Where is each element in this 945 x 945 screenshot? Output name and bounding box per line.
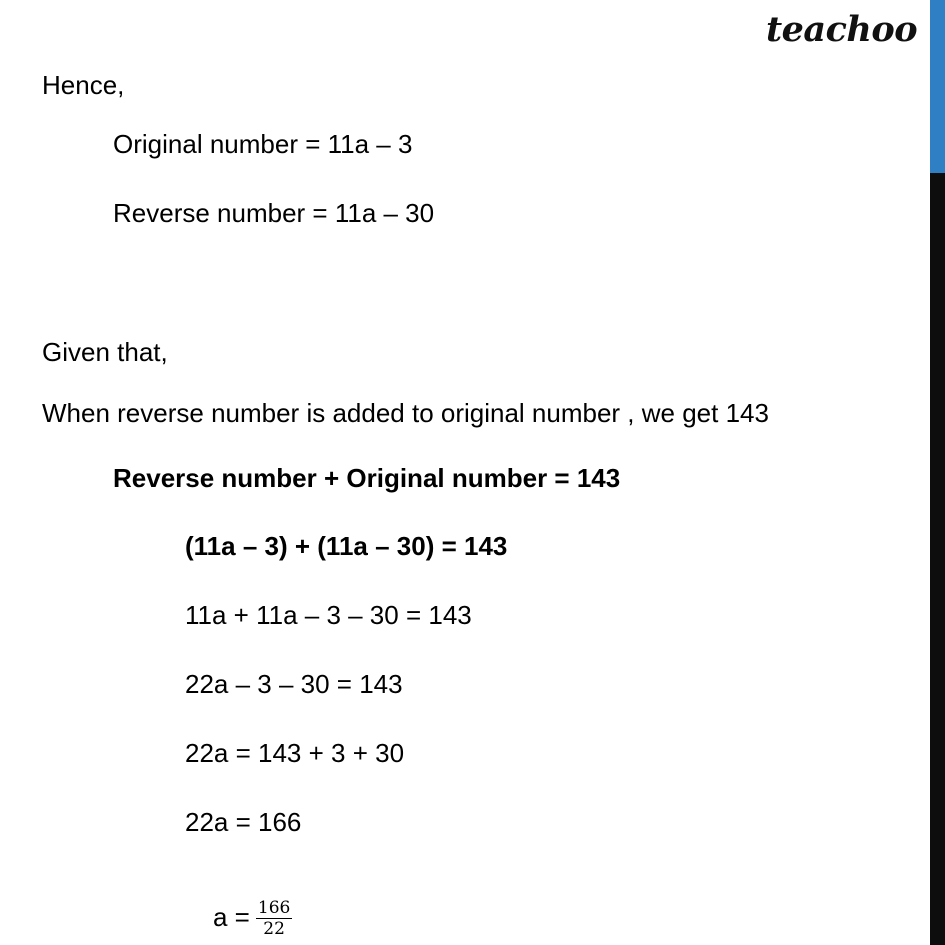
- given-that-text: Given that,: [42, 337, 168, 367]
- fraction-denominator: 22: [263, 919, 285, 939]
- step-4: 22a = 166: [185, 807, 302, 837]
- step-5-prefix: a =: [213, 901, 250, 932]
- sidebar-bar: [930, 0, 945, 945]
- sidebar-accent: [930, 0, 945, 173]
- teachoo-logo[interactable]: teachoo: [766, 9, 918, 50]
- condition-text: When reverse number is added to original number , we get 143: [42, 398, 769, 428]
- step-1: 11a + 11a – 3 – 30 = 143: [185, 600, 472, 630]
- step-2: 22a – 3 – 30 = 143: [185, 669, 403, 699]
- step-5: [213, 896, 292, 937]
- hence-text: Hence,: [42, 70, 125, 100]
- step-3: 22a = 143 + 3 + 30: [185, 738, 405, 768]
- original-number-text: Original number = 11a – 3: [113, 129, 413, 159]
- fraction-numerator: 166: [257, 898, 291, 918]
- equation-substituted: (11a – 3) + (11a – 30) = 143: [185, 531, 508, 561]
- equation-words: Reverse number + Original number = 143: [113, 463, 621, 493]
- fraction: [256, 898, 292, 939]
- reverse-number-text: Reverse number = 11a – 30: [113, 198, 435, 228]
